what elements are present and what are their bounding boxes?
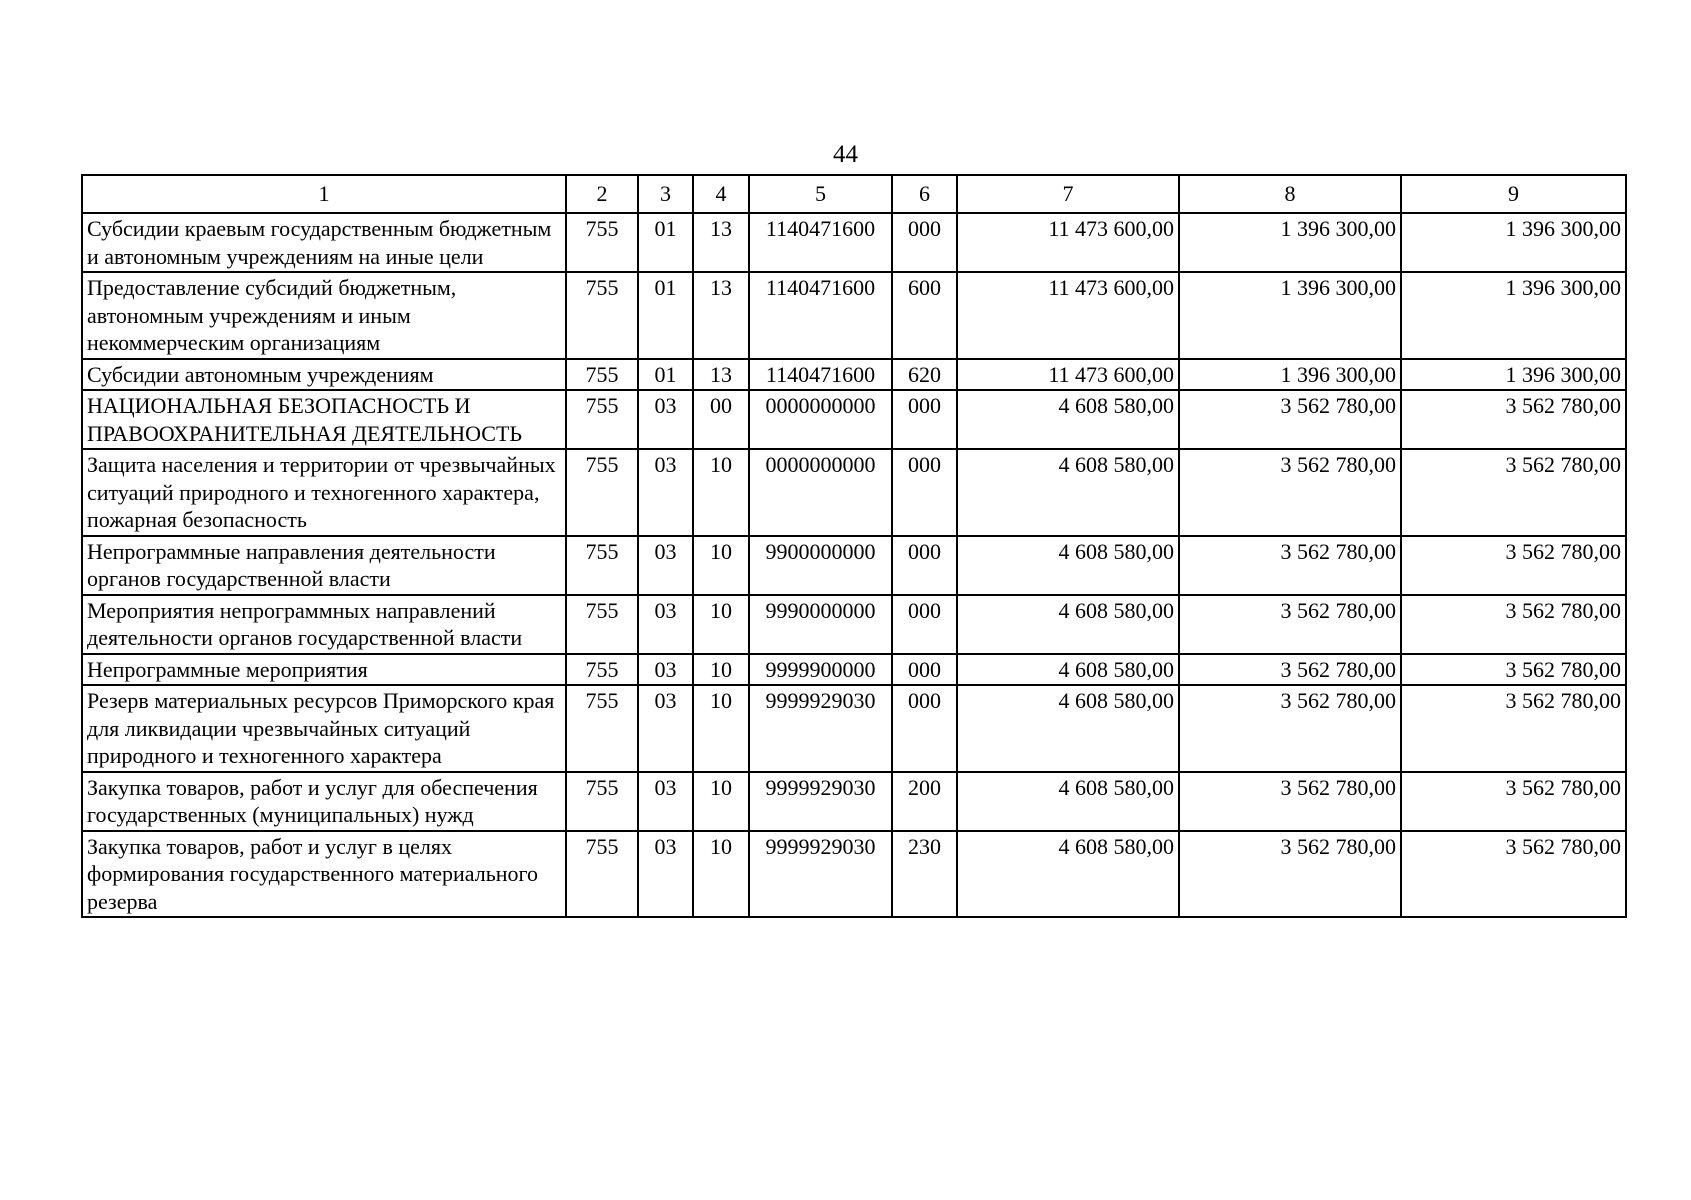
row-name: Мероприятия непрограммных направлений деятельности органов государственной власти (82, 595, 566, 654)
row-subsection-code: 10 (693, 685, 749, 772)
row-expense-type-code: 600 (892, 272, 957, 359)
row-amount-8: 3 562 780,00 (1179, 536, 1401, 595)
row-ministry-code: 755 (566, 390, 638, 449)
row-expense-type-code: 200 (892, 772, 957, 831)
row-section-code: 03 (638, 685, 693, 772)
row-amount-9: 3 562 780,00 (1401, 654, 1626, 686)
row-section-code: 03 (638, 654, 693, 686)
row-amount-8: 1 396 300,00 (1179, 359, 1401, 391)
row-name: Закупка товаров, работ и услуг для обеспечения государственных (муниципальных) нужд (82, 772, 566, 831)
row-subsection-code: 10 (693, 654, 749, 686)
row-ministry-code: 755 (566, 359, 638, 391)
row-name: Субсидии автономным учреждениям (82, 359, 566, 391)
row-expense-type-code: 620 (892, 359, 957, 391)
row-subsection-code: 13 (693, 213, 749, 272)
row-subsection-code: 10 (693, 831, 749, 918)
table-row (82, 685, 1626, 772)
row-name: Закупка товаров, работ и услуг в целях формирования государственного материального резерва (82, 831, 566, 918)
row-amount-9: 3 562 780,00 (1401, 390, 1626, 449)
row-expense-type-code: 230 (892, 831, 957, 918)
row-expense-type-code: 000 (892, 595, 957, 654)
row-amount-7: 4 608 580,00 (957, 772, 1179, 831)
row-amount-9: 1 396 300,00 (1401, 213, 1626, 272)
row-expense-type-code: 000 (892, 449, 957, 536)
row-section-code: 03 (638, 831, 693, 918)
row-ministry-code: 755 (566, 536, 638, 595)
row-amount-7: 4 608 580,00 (957, 685, 1179, 772)
row-section-code: 01 (638, 213, 693, 272)
row-amount-9: 3 562 780,00 (1401, 449, 1626, 536)
row-amount-8: 3 562 780,00 (1179, 685, 1401, 772)
table-row (82, 272, 1626, 359)
header-cell: 1 (82, 175, 566, 213)
row-expense-type-code: 000 (892, 213, 957, 272)
row-subsection-code: 10 (693, 449, 749, 536)
header-cell: 5 (749, 175, 892, 213)
table-row (82, 772, 1626, 831)
row-ministry-code: 755 (566, 595, 638, 654)
row-amount-9: 3 562 780,00 (1401, 595, 1626, 654)
table-row (82, 831, 1626, 918)
header-cell: 9 (1401, 175, 1626, 213)
table-row (82, 536, 1626, 595)
row-amount-7: 11 473 600,00 (957, 213, 1179, 272)
row-amount-8: 3 562 780,00 (1179, 390, 1401, 449)
row-name: Защита населения и территории от чрезвычайных ситуаций природного и техногенного характера, пожарная безопасность (82, 449, 566, 536)
row-ministry-code: 755 (566, 654, 638, 686)
row-section-code: 03 (638, 536, 693, 595)
row-amount-9: 3 562 780,00 (1401, 831, 1626, 918)
row-amount-9: 3 562 780,00 (1401, 536, 1626, 595)
table-row (82, 213, 1626, 272)
row-ministry-code: 755 (566, 213, 638, 272)
row-target-code: 9990000000 (749, 595, 892, 654)
row-target-code: 1140471600 (749, 213, 892, 272)
row-name: Непрограммные направления деятельности органов государственной власти (82, 536, 566, 595)
row-section-code: 03 (638, 449, 693, 536)
row-amount-8: 1 396 300,00 (1179, 213, 1401, 272)
row-amount-9: 3 562 780,00 (1401, 772, 1626, 831)
row-target-code: 9999900000 (749, 654, 892, 686)
table-row (82, 449, 1626, 536)
row-amount-8: 3 562 780,00 (1179, 831, 1401, 918)
row-section-code: 01 (638, 272, 693, 359)
page-number: 44 (833, 141, 858, 168)
row-amount-8: 3 562 780,00 (1179, 772, 1401, 831)
row-expense-type-code: 000 (892, 654, 957, 686)
header-cell: 8 (1179, 175, 1401, 213)
row-target-code: 9999929030 (749, 685, 892, 772)
row-target-code: 0000000000 (749, 390, 892, 449)
row-amount-9: 3 562 780,00 (1401, 685, 1626, 772)
row-subsection-code: 13 (693, 272, 749, 359)
row-amount-7: 4 608 580,00 (957, 449, 1179, 536)
row-amount-9: 1 396 300,00 (1401, 272, 1626, 359)
header-cell: 4 (693, 175, 749, 213)
row-amount-7: 4 608 580,00 (957, 536, 1179, 595)
row-target-code: 9999929030 (749, 772, 892, 831)
row-subsection-code: 10 (693, 595, 749, 654)
row-target-code: 9999929030 (749, 831, 892, 918)
row-amount-7: 4 608 580,00 (957, 390, 1179, 449)
row-target-code: 1140471600 (749, 272, 892, 359)
row-ministry-code: 755 (566, 685, 638, 772)
row-target-code: 9900000000 (749, 536, 892, 595)
row-name: Непрограммные мероприятия (82, 654, 566, 686)
row-section-code: 03 (638, 772, 693, 831)
header-row (82, 175, 1626, 213)
header-cell: 3 (638, 175, 693, 213)
row-subsection-code: 10 (693, 536, 749, 595)
header-cell: 2 (566, 175, 638, 213)
row-section-code: 03 (638, 390, 693, 449)
row-amount-8: 1 396 300,00 (1179, 272, 1401, 359)
row-name: Субсидии краевым государственным бюджетным и автономным учреждениям на иные цели (82, 213, 566, 272)
row-target-code: 0000000000 (749, 449, 892, 536)
row-expense-type-code: 000 (892, 685, 957, 772)
header-cell: 7 (957, 175, 1179, 213)
row-amount-7: 11 473 600,00 (957, 359, 1179, 391)
row-subsection-code: 13 (693, 359, 749, 391)
row-name: НАЦИОНАЛЬНАЯ БЕЗОПАСНОСТЬ И ПРАВООХРАНИТЕЛЬНАЯ ДЕЯТЕЛЬНОСТЬ (82, 390, 566, 449)
row-amount-8: 3 562 780,00 (1179, 449, 1401, 536)
budget-table (81, 174, 1627, 918)
table-row (82, 390, 1626, 449)
row-amount-8: 3 562 780,00 (1179, 654, 1401, 686)
row-amount-7: 4 608 580,00 (957, 831, 1179, 918)
row-amount-7: 11 473 600,00 (957, 272, 1179, 359)
table-row (82, 359, 1626, 391)
row-target-code: 1140471600 (749, 359, 892, 391)
row-section-code: 01 (638, 359, 693, 391)
row-amount-9: 1 396 300,00 (1401, 359, 1626, 391)
table-row (82, 654, 1626, 686)
row-ministry-code: 755 (566, 449, 638, 536)
row-subsection-code: 10 (693, 772, 749, 831)
row-subsection-code: 00 (693, 390, 749, 449)
row-expense-type-code: 000 (892, 536, 957, 595)
row-amount-7: 4 608 580,00 (957, 595, 1179, 654)
row-amount-8: 3 562 780,00 (1179, 595, 1401, 654)
row-ministry-code: 755 (566, 772, 638, 831)
row-name: Предоставление субсидий бюджетным, автономным учреждениям и иным некоммерческим организациям (82, 272, 566, 359)
row-name: Резерв материальных ресурсов Приморского края для ликвидации чрезвычайных ситуаций природного и техногенного характера (82, 685, 566, 772)
row-section-code: 03 (638, 595, 693, 654)
row-ministry-code: 755 (566, 831, 638, 918)
header-cell: 6 (892, 175, 957, 213)
row-expense-type-code: 000 (892, 390, 957, 449)
table-row (82, 595, 1626, 654)
row-ministry-code: 755 (566, 272, 638, 359)
row-amount-7: 4 608 580,00 (957, 654, 1179, 686)
